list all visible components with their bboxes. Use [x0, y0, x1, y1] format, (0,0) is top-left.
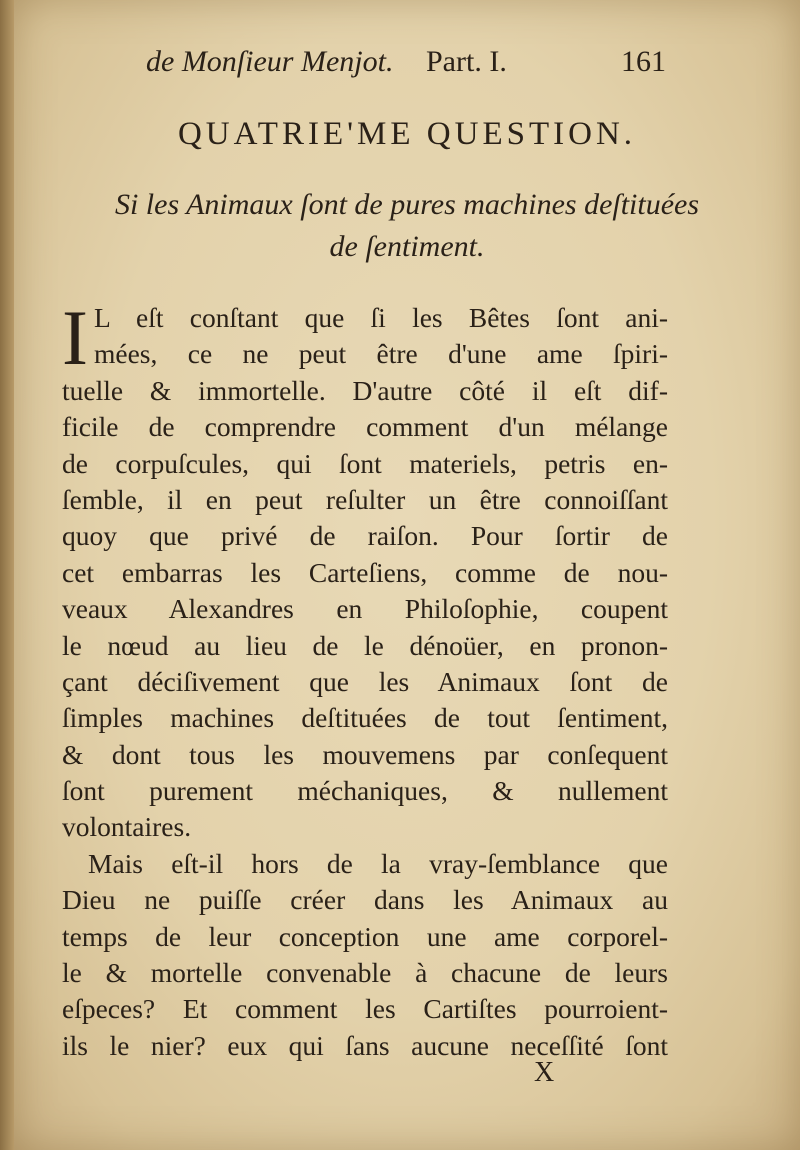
running-head-part: Part. I. [426, 45, 507, 78]
text-line: tuelle & immortelle. D'autre côté il eſt dif- [62, 374, 668, 406]
running-head-author: de Monſieur Menjot. [146, 45, 394, 78]
text-line: Mais eſt-il hors de la vray-ſemblance que [88, 847, 668, 879]
paragraph-2 [62, 846, 668, 1064]
subtitle-line-2: de ſentiment. [329, 230, 485, 263]
subtitle-line-1: Si les Animaux ſont de pures machines deſtituées [114, 188, 700, 221]
drop-cap: I [62, 294, 88, 381]
text-line: mées, ce ne peut être d'une ame ſpiri- [94, 338, 668, 370]
text-line: ſemble, il en peut reſulter un être connoiſſant [62, 483, 668, 515]
text-line: le & mortelle convenable à chacune de leurs [62, 957, 668, 989]
text-line: ils le nier? eux qui ſans aucune neceſſité ſont [62, 1029, 668, 1061]
question-heading: QUATRIE'ME QUESTION. [177, 116, 637, 152]
text-line: temps de leur conception une ame corporel- [62, 920, 668, 952]
text-line: cet embarras les Carteſiens, comme de nou- [62, 556, 668, 588]
text-line: Dieu ne puiſſe créer dans les Animaux au [62, 884, 668, 916]
text-line: volontaires. [62, 811, 192, 843]
text-line: L eſt conſtant que ſi les Bêtes ſont ani- [94, 302, 668, 333]
signature-mark: X [534, 1057, 555, 1088]
text-line: ſimples machines deſtituées de tout ſentiment, [62, 702, 668, 734]
text-line: le nœud au lieu de le dénoüer, en pronon- [62, 629, 668, 661]
page-number: 161 [621, 45, 666, 78]
text-line: çant déciſivement que les Animaux ſont de [62, 665, 668, 697]
book-page [14, 0, 800, 1150]
running-head [146, 42, 666, 82]
text-line: quoy que privé de raiſon. Pour ſortir de [62, 520, 668, 552]
text-line: de corpuſcules, qui ſont materiels, petris en- [62, 447, 668, 479]
binding-gutter [0, 0, 14, 1150]
text-line: ficile de comprendre comment d'un mélange [62, 411, 668, 443]
body-text [62, 294, 668, 1064]
text-line: eſpeces? Et comment les Cartiſtes pourroient- [62, 993, 668, 1025]
paragraph-1 [62, 294, 668, 846]
text-line: veaux Alexandres en Philoſophie, coupent [62, 593, 668, 625]
question-subtitle [14, 184, 800, 268]
text-line: & dont tous les mouvemens par conſequent [62, 738, 668, 770]
text-line: ſont purement méchaniques, & nullement [62, 775, 668, 807]
